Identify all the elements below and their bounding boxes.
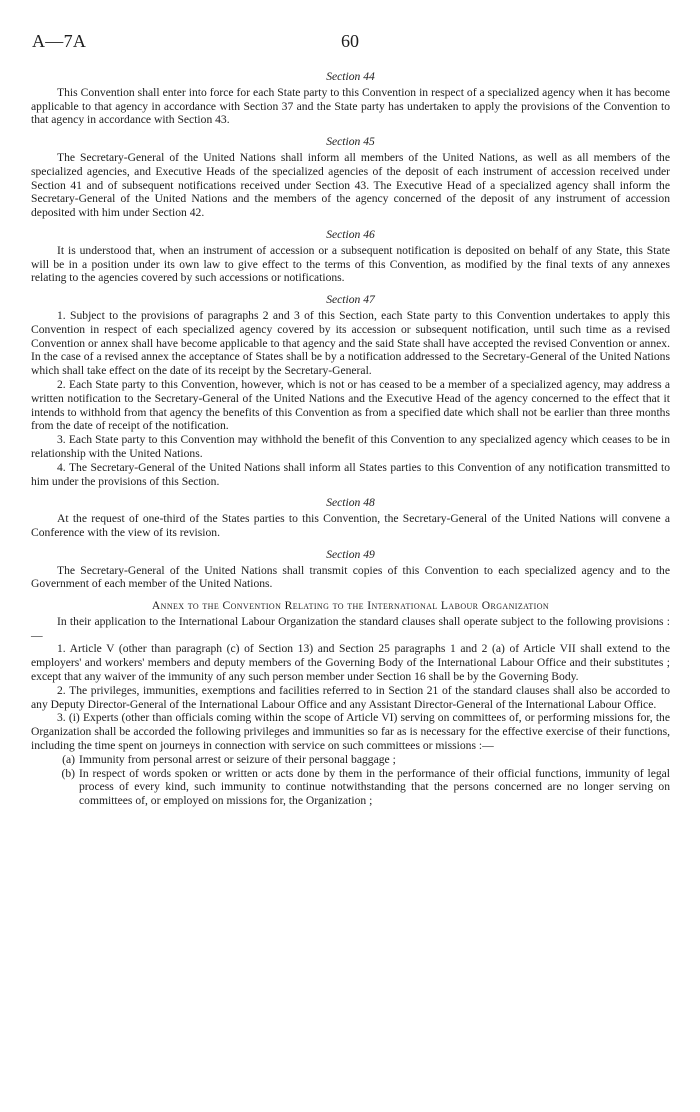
section-paragraph: 2. Each State party to this Convention, however, which is not or has ceased to be a member of a specialized agency, may address a written notification to the Secretary-General of the United Nations and the Executive Head of the agency concerned to the effect that it intends to withhold from that agency the benefits of this Convention as from a specified date which shall not be earlier than three months from the date of receipt of the notification. xyxy=(31,377,670,433)
section-48 xyxy=(31,496,670,539)
document-body xyxy=(31,70,670,808)
section-paragraph: This Convention shall enter into force for each State party to this Convention in respect of a specialized agency when it has become applicable to that agency in accordance with Section 37 and the State party has undertaken to apply the provisions of the Convention to that agency in accordance with Section 43. xyxy=(31,85,670,127)
item-label: (b) xyxy=(61,766,75,780)
section-paragraph: It is understood that, when an instrument of accession or a subsequent notification is deposited on behalf of any State, this State will be in a position under its own law to give effect to the terms of this Convention, as modified by the final texts of any annexes relating to the agencies covered by such accessions or notifications. xyxy=(31,243,670,285)
section-47 xyxy=(31,293,670,488)
page-number: 60 xyxy=(341,31,359,51)
section-paragraph: At the request of one-third of the States parties to this Convention, the Secretary-General of the United Nations will convene a Conference with the view of its revision. xyxy=(31,512,670,539)
section-paragraph: 1. Subject to the provisions of paragraphs 2 and 3 of this Section, each State party to this Convention undertakes to apply this Convention in respect of each specialized agency covered by its accession or subsequent notification, until such time as a revised Convention or annex shall have become applicable to that agency and the said State shall have accepted the revised Convention or annex. In the case of a revised annex the acceptance of States shall be by a notification addressed to the Secretary-General of the United Nations which shall take effect on the date of its receipt by the Secretary-General. xyxy=(31,308,670,378)
section-heading: Section 49 xyxy=(326,547,375,561)
annex-paragraph: 2. The privileges, immunities, exemptions and facilities referred to in Section 21 of the standard clauses shall also be accorded to any Deputy Director-General of the International Labour Office and any Assistant Director-General of the International Labour Office. xyxy=(31,683,670,711)
section-heading: Section 48 xyxy=(326,496,375,510)
section-46 xyxy=(31,228,670,285)
annex-paragraph: 3. (i) Experts (other than officials coming within the scope of Article VI) serving on committees of, or performing missions for, the Organization shall be accorded the following privileges and immunities so far as is necessary for the effective exercise of their functions, including the time spent on journeys in connection with service on such committees or missions :— xyxy=(31,711,670,753)
section-paragraph: The Secretary-General of the United Nations shall inform all members of the United Nations, as well as all members of the specialized agencies, and Executive Heads of the specialized agencies of the deposit of each instrument of accession received under Section 41 and of subsequent notifications received under Section 43. The Executive Head of a specialized agency shall inform the Secretary-General of the United Nations and the members of the agency concerned of the deposit of any instrument of accession deposited with him under Section 42. xyxy=(31,150,670,220)
item-text: In respect of words spoken or written or acts done by them in the performance of their official functions, immunity of legal process of every kind, such immunity to continue notwithstanding that the persons concerned are no longer serving on committees of, or employed on missions for, the Organization ; xyxy=(79,766,670,808)
section-heading: Section 45 xyxy=(326,135,375,149)
annex-paragraph: In their application to the International Labour Organization the standard clauses shall operate subject to the following provisions :— xyxy=(31,614,670,642)
section-paragraph: 4. The Secretary-General of the United Nations shall inform all States parties to this Convention of any notification transmitted to him under the provisions of this Section. xyxy=(31,460,670,488)
section-heading: Section 44 xyxy=(326,70,375,83)
section-heading: Section 46 xyxy=(326,227,375,241)
section-paragraph: 3. Each State party to this Convention may withhold the benefit of this Convention to any specialized agency which ceases to be in relationship with the United Nations. xyxy=(31,433,670,460)
section-heading: Section 47 xyxy=(326,293,375,307)
annex-list-item xyxy=(31,753,670,767)
item-label: (a) xyxy=(62,752,75,766)
annex-paragraph: 1. Article V (other than paragraph (c) of Section 13) and Section 25 paragraphs 1 and 2 (a) of Article VII shall extend to the employers' and workers' members and deputy members of the Governing Body of the International Labour Office and their substitutes ; except that any waiver of the immunity of any such person member under Section 16 shall be by the Governing Body. xyxy=(31,642,670,684)
annex-ilo xyxy=(31,599,670,808)
section-44 xyxy=(31,70,670,127)
section-45 xyxy=(31,135,670,220)
annex-list-item xyxy=(31,767,670,808)
section-49 xyxy=(31,548,670,591)
annex-title: Annex to the Convention Relating to the International Labour Organization xyxy=(151,599,550,613)
item-text: Immunity from personal arrest or seizure of their personal baggage ; xyxy=(79,752,396,766)
section-paragraph: The Secretary-General of the United Nations shall transmit copies of this Convention to each specialized agency and to the Government of each member of the United Nations. xyxy=(31,563,670,591)
document-reference: A—7A xyxy=(32,31,87,51)
